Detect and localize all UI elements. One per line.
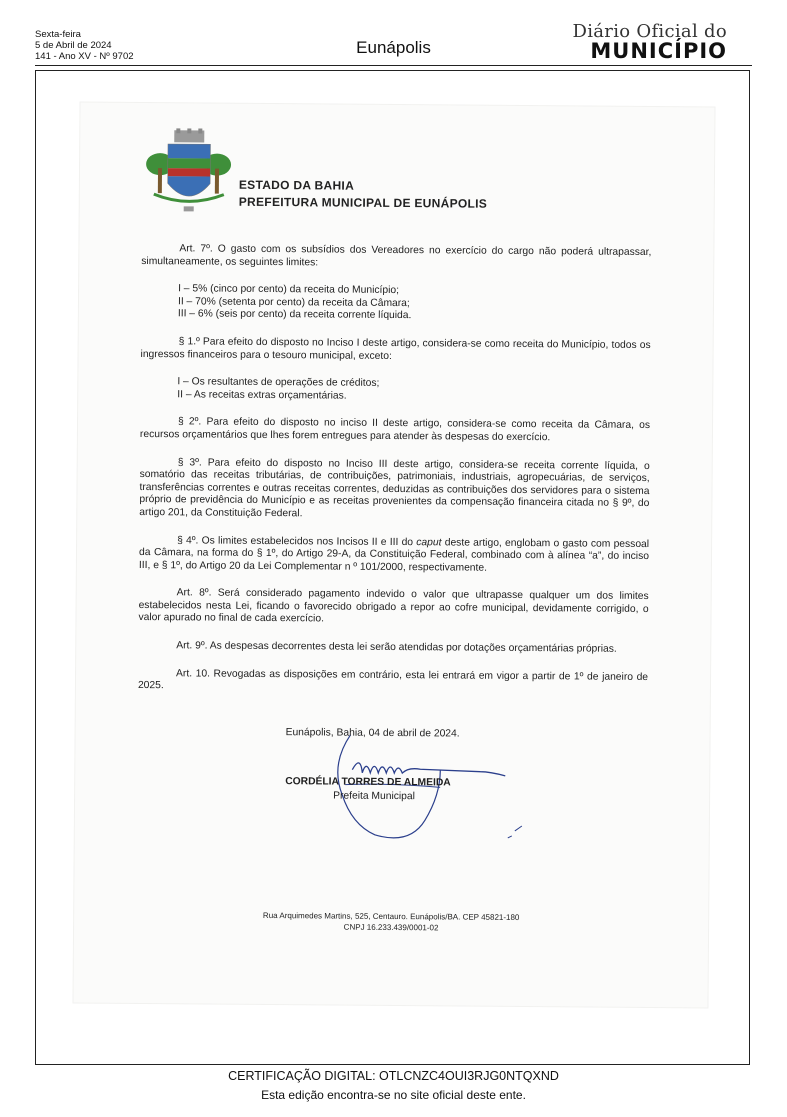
paragraph-4-start: § 4º. Os limites estabelecidos nos Incisos II e III do [177, 534, 417, 548]
prefecture-address: Rua Arquimedes Martins, 525, Centauro. Eunápolis/BA. CEP 45821-180 [262, 910, 520, 922]
article-8: Art. 8º. Será considerado pagamento indevido o valor que ultrapasse qualquer um dos limites estabelecidos nesta Lei, ficando o favorecido obrigado a repor ao cofre municipal, devidamente corrigido, o valor apurado no final de cada exercício. [138, 587, 649, 625]
list-item: II – 70% (setenta por cento) da receita da Câmara; [177, 296, 410, 309]
weekday: Sexta-feira [35, 29, 81, 40]
header-divider [35, 65, 752, 66]
signatory-name: CORDÉLIA TORRES DE ALMEIDA [285, 776, 451, 789]
state-name: ESTADO DA BAHIA [238, 177, 355, 193]
paragraph-2: § 2º. Para efeito do disposto no inciso II deste artigo, considera-se como receita da Câmara, os recursos orçamentários que lhes forem entregues para atender às despesas do exercício. [139, 416, 651, 444]
publication-date: 5 de Abril de 2024 [35, 40, 112, 51]
list-item: I – 5% (cinco por cento) da receita do Município; [178, 283, 400, 297]
paragraph-4-end: deste artigo, englobam o gasto com pessoal da Câmara, na forma do § 1º, do Artigo 29-A, da Constituição Federal, combinado com à alínea “a”, do inciso III, e § 1º, do Artigo 20 da Lei Complementar n º 101/2000, respectivamente. [138, 536, 650, 574]
article-10: Art. 10. Revogadas as disposições em contrário, esta lei entrará em vigor a partir de 1º de janeiro de 2025. [137, 667, 649, 692]
signatory-role: Prefeita Municipal [333, 790, 415, 803]
list-item: III – 6% (seis por cento) da receita corrente líquida. [177, 308, 412, 322]
scanned-document [73, 103, 714, 1008]
list-item: II – As receitas extras orçamentárias. [177, 389, 347, 402]
prefecture-cnpj: CNPJ 16.233.439/0001-02 [343, 922, 439, 933]
list-item: I – Os resultantes de operações de créditos; [177, 376, 380, 390]
letterhead [239, 177, 488, 213]
paragraph-1: § 1.º Para efeito do disposto no Inciso I deste artigo, considera-se como receita do Município, todos os ingressos financeiros para o tesouro municipal, exceto: [140, 336, 651, 362]
edition-number: 141 - Ano XV - Nº 9702 [35, 51, 134, 62]
site-notice: Esta edição encontra-se no site oficial deste ente. [261, 1088, 526, 1102]
paragraph-4 [139, 534, 649, 576]
logo-line2: MUNICÍPIO [590, 39, 727, 63]
caput-term: caput [416, 536, 442, 548]
logo-line1: Diário Oficial do [572, 21, 727, 42]
law-text [138, 243, 652, 712]
article-7: Art. 7º. O gasto com os subsídios dos Vereadores no exercício do cargo não poderá ultrapassar, simultaneamente, os seguintes limites: [141, 243, 652, 268]
city-title: Eunápolis [356, 38, 431, 57]
diario-oficial-logo [572, 22, 727, 62]
exceptions-list [140, 376, 650, 405]
municipal-crest-icon [146, 128, 232, 224]
article-9: Art. 9º. As despesas decorrentes desta lei serão atendidas por dotações orçamentárias próprias. [176, 640, 617, 655]
digital-certification: CERTIFICAÇÃO DIGITAL: OTLCNZC4OUI3RJG0NTQXND [228, 1069, 559, 1083]
limits-list [141, 283, 651, 325]
place-and-date: Eunápolis, Bahia, 04 de abril de 2024. [285, 727, 460, 740]
paragraph-3: § 3º. Para efeito do disposto no Inciso III deste artigo, considera-se receita corrente líquida, o somatório das receitas tributárias, de contribuições, patrimoniais, industriais, agropecuárias, de serviços, transferências correntes e outras receitas correntes, deduzidas as contribuições dos servidores para o sistema próprio de previdência do Município e as receitas provenientes da compensação financeira citada no § 9º, do artigo 201, da Constituição Federal. [139, 456, 650, 520]
prefecture-name: PREFEITURA MUNICIPAL DE EUNÁPOLIS [238, 194, 488, 211]
